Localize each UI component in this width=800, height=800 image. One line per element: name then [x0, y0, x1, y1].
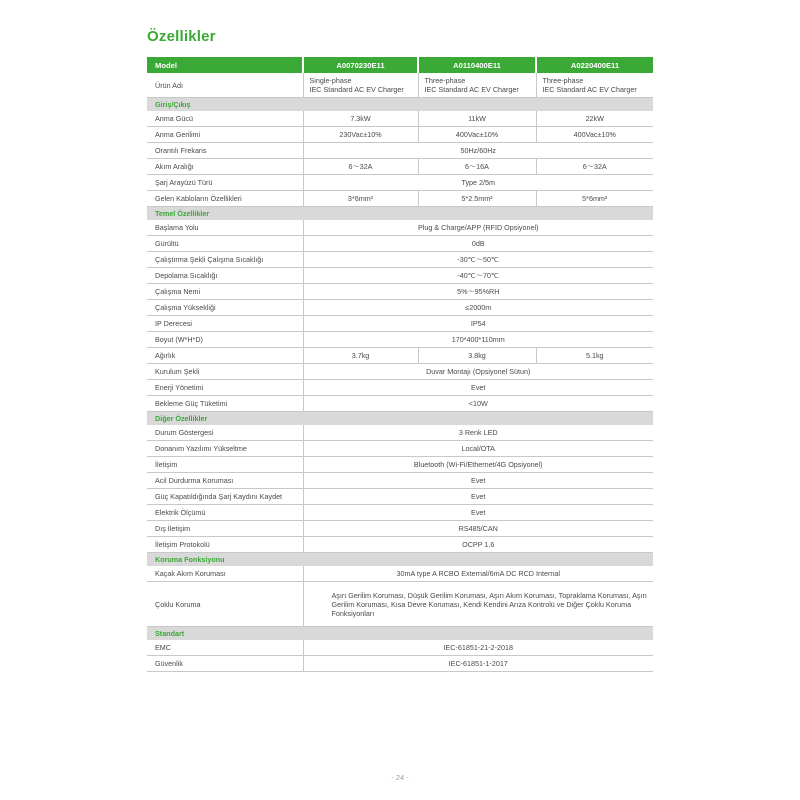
row-label: Donanım Yazılımı Yükseltme	[147, 441, 303, 457]
row-label: EMC	[147, 640, 303, 656]
row-label: Gürültü	[147, 236, 303, 252]
table-row	[147, 111, 653, 127]
product-name-label: Ürün Adı	[147, 73, 303, 98]
row-label: IP Derecesi	[147, 316, 303, 332]
section-header-row	[147, 553, 653, 567]
table-row	[147, 316, 653, 332]
row-value-merged: 3 Renk LED	[303, 425, 653, 441]
table-header-row	[147, 57, 653, 73]
row-label: İletişim	[147, 457, 303, 473]
row-value-merged: -40℃～70℃	[303, 268, 653, 284]
product-name-cell-1	[303, 73, 418, 98]
product-name-2-line-2: IEC Standard AC EV Charger	[424, 85, 519, 94]
table-row	[147, 159, 653, 175]
row-value-1: 3.7kg	[303, 348, 418, 364]
row-value-merged: Evet	[303, 489, 653, 505]
row-label: Gelen Kabloların Özellikleri	[147, 191, 303, 207]
row-value-merged: IEC-61851-1-2017	[303, 656, 653, 672]
spec-table	[147, 57, 653, 672]
product-name-3-line-2: IEC Standard AC EV Charger	[542, 85, 637, 94]
table-row	[147, 284, 653, 300]
table-row	[147, 364, 653, 380]
row-label: Çalışma Nemi	[147, 284, 303, 300]
table-row	[147, 473, 653, 489]
section-header-row	[147, 207, 653, 221]
row-label: Kurulum Şekli	[147, 364, 303, 380]
row-label: Durum Göstergesi	[147, 425, 303, 441]
row-value-merged: -30℃～50℃	[303, 252, 653, 268]
page-title: Özellikler	[147, 28, 216, 45]
section-header-row	[147, 412, 653, 426]
section-title: Diğer Özellikler	[147, 412, 653, 426]
row-value-merged: Aşırı Gerilim Koruması, Düşük Gerilim Koruması, Aşırı Akım Koruması, Topraklama Koruması, Aşırı Gerilim Koruması, Kısa Devre Koruması, Kendi Kendini Arıza Kontrolü ve Diğer Çoklu Koruma Fonksiyonları	[303, 582, 653, 627]
row-label: Çoklu Koruma	[147, 582, 303, 627]
section-header-row	[147, 627, 653, 641]
row-label: Başlama Yolu	[147, 220, 303, 236]
row-value-2: 400Vac±10%	[418, 127, 536, 143]
header-model-1: A0070230E11	[303, 57, 418, 73]
row-value-3: 22kW	[536, 111, 653, 127]
row-value-1: 6～32A	[303, 159, 418, 175]
row-label: Acil Durdurma Koruması	[147, 473, 303, 489]
row-value-3: 400Vac±10%	[536, 127, 653, 143]
table-row	[147, 505, 653, 521]
row-value-merged: 170*400*110mm	[303, 332, 653, 348]
table-row	[147, 656, 653, 672]
product-name-1-line-2: IEC Standard AC EV Charger	[309, 85, 404, 94]
table-row	[147, 537, 653, 553]
row-value-3: 5.1kg	[536, 348, 653, 364]
row-value-1: 7.3kW	[303, 111, 418, 127]
table-row	[147, 521, 653, 537]
spec-table-body	[147, 57, 653, 672]
row-label: Çalışma Yüksekliği	[147, 300, 303, 316]
row-value-merged: OCPP 1.6	[303, 537, 653, 553]
row-label: Elektrik Ölçümü	[147, 505, 303, 521]
table-row	[147, 396, 653, 412]
row-value-merged: Duvar Montajı (Opsiyonel Sütun)	[303, 364, 653, 380]
section-title: Temel Özellikler	[147, 207, 653, 221]
table-row	[147, 582, 653, 627]
section-title: Standart	[147, 627, 653, 641]
header-model: Model	[147, 57, 303, 73]
section-title: Koruma Fonksiyonu	[147, 553, 653, 567]
table-row	[147, 252, 653, 268]
product-name-1-line-1: Single-phase	[309, 76, 352, 85]
row-label: Boyut (W*H*D)	[147, 332, 303, 348]
row-label: Bekleme Güç Tüketimi	[147, 396, 303, 412]
table-row-product-name	[147, 73, 653, 98]
row-value-merged: <10W	[303, 396, 653, 412]
row-label: Güç Kapatıldığında Şarj Kaydını Kaydet	[147, 489, 303, 505]
row-value-merged: Evet	[303, 473, 653, 489]
row-value-2: 11kW	[418, 111, 536, 127]
row-label: Şarj Arayüzü Türü	[147, 175, 303, 191]
table-row	[147, 236, 653, 252]
table-row	[147, 441, 653, 457]
row-value-merged: 5%～95%RH	[303, 284, 653, 300]
section-title: Giriş/Çıkış	[147, 98, 653, 112]
row-label: Akım Aralığı	[147, 159, 303, 175]
product-name-cell-2	[418, 73, 536, 98]
header-model-3: A0220400E11	[536, 57, 653, 73]
table-row	[147, 300, 653, 316]
row-label: Depolama Sıcaklığı	[147, 268, 303, 284]
table-row	[147, 566, 653, 582]
row-value-merged: Local/OTA	[303, 441, 653, 457]
row-value-3: 6～32A	[536, 159, 653, 175]
table-row	[147, 143, 653, 159]
row-value-3: 5*6mm²	[536, 191, 653, 207]
table-row	[147, 220, 653, 236]
row-value-1: 3*6mm²	[303, 191, 418, 207]
row-value-2: 5*2.5mm²	[418, 191, 536, 207]
row-label: Anma Gerilimi	[147, 127, 303, 143]
row-label: Anma Gücü	[147, 111, 303, 127]
row-value-merged: Type 2/5m	[303, 175, 653, 191]
row-value-1: 230Vac±10%	[303, 127, 418, 143]
section-header-row	[147, 98, 653, 112]
row-value-merged: RS485/CAN	[303, 521, 653, 537]
row-value-merged: Evet	[303, 505, 653, 521]
row-value-merged: 50Hz/60Hz	[303, 143, 653, 159]
row-label: Ağırlık	[147, 348, 303, 364]
row-value-merged: 0dB	[303, 236, 653, 252]
row-label: Enerji Yönetimi	[147, 380, 303, 396]
table-row	[147, 348, 653, 364]
table-row	[147, 425, 653, 441]
table-row	[147, 175, 653, 191]
row-label: İletişim Protokolü	[147, 537, 303, 553]
page-number: - 24 -	[391, 773, 409, 782]
table-row	[147, 268, 653, 284]
row-value-merged: Evet	[303, 380, 653, 396]
table-row	[147, 380, 653, 396]
row-value-2: 3.8kg	[418, 348, 536, 364]
row-label: Kaçak Akım Koruması	[147, 566, 303, 582]
product-name-2-line-1: Three-phase	[424, 76, 466, 85]
product-name-3-line-1: Three-phase	[542, 76, 584, 85]
row-label: Çalıştırma Şekli Çalışma Sıcaklığı	[147, 252, 303, 268]
table-row	[147, 457, 653, 473]
row-label: Güvenlik	[147, 656, 303, 672]
row-value-merged: IEC-61851-21-2-2018	[303, 640, 653, 656]
row-label: Dış İletişim	[147, 521, 303, 537]
row-value-merged: Bluetooth (Wi-Fi/Ethernet/4G Opsiyonel)	[303, 457, 653, 473]
header-model-2: A0110400E11	[418, 57, 536, 73]
row-value-merged: ≤2000m	[303, 300, 653, 316]
table-row	[147, 332, 653, 348]
table-row	[147, 489, 653, 505]
row-label: Orantılı Frekans	[147, 143, 303, 159]
row-value-2: 6～16A	[418, 159, 536, 175]
table-row	[147, 191, 653, 207]
row-value-merged: IP54	[303, 316, 653, 332]
table-row	[147, 127, 653, 143]
product-name-cell-3	[536, 73, 653, 98]
row-value-merged: 30mA type A RCBO External/6mA DC RCD Internal	[303, 566, 653, 582]
table-row	[147, 640, 653, 656]
row-value-merged: Plug & Charge/APP (RFID Opsiyonel)	[303, 220, 653, 236]
